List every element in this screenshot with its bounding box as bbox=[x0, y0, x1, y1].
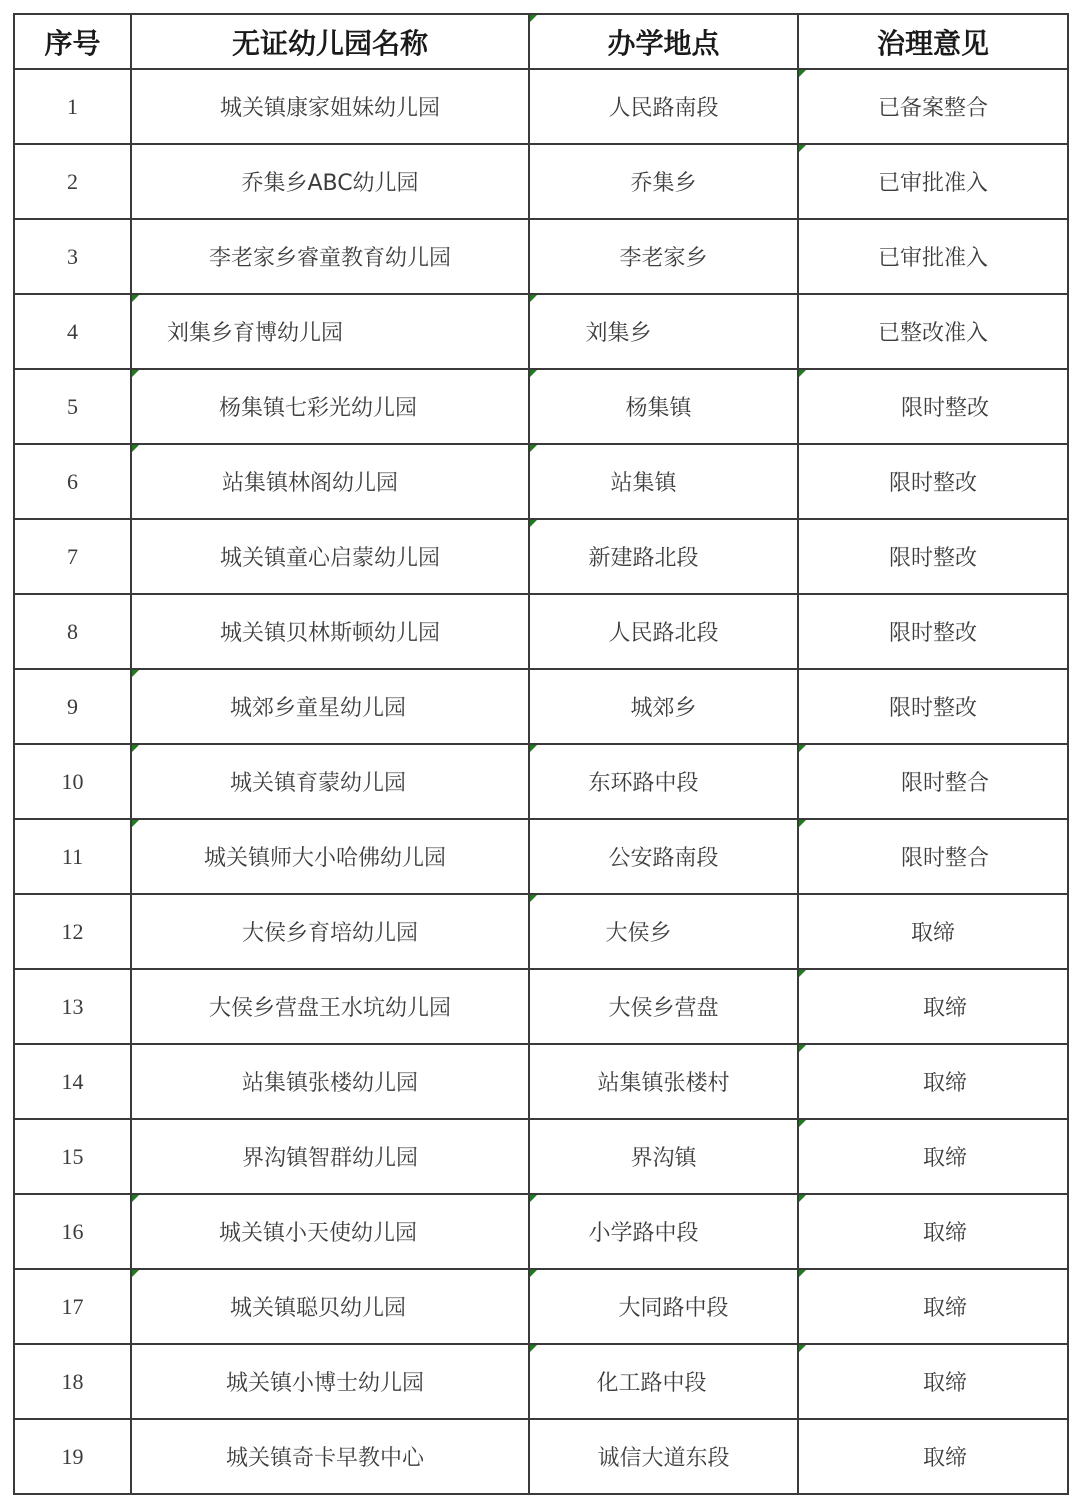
cell-marker-icon bbox=[132, 745, 139, 752]
location-text: 诚信大道东段 bbox=[597, 1446, 730, 1471]
location-text: 站集镇张楼村 bbox=[597, 1071, 730, 1096]
location-cell bbox=[529, 1194, 798, 1269]
opinion-cell bbox=[798, 1269, 1068, 1344]
opinion-text: 限时整合 bbox=[900, 846, 989, 871]
location-text: 城郊乡 bbox=[630, 696, 697, 721]
opinion-text: 取缔 bbox=[922, 1146, 967, 1171]
location-cell bbox=[529, 219, 798, 294]
cell-marker-icon bbox=[799, 745, 806, 752]
opinion-cell bbox=[798, 894, 1068, 969]
table-row bbox=[14, 294, 1068, 369]
cell-marker-icon bbox=[530, 1345, 537, 1352]
table-row bbox=[14, 369, 1068, 444]
opinion-text: 限时整改 bbox=[888, 621, 977, 646]
name-text: 站集镇张楼幼儿园 bbox=[241, 1071, 418, 1096]
name-text: 城关镇康家姐妹幼儿园 bbox=[219, 96, 440, 121]
location-cell bbox=[529, 744, 798, 819]
location-text: 刘集乡 bbox=[585, 321, 652, 346]
name-text: 大侯乡育培幼儿园 bbox=[241, 921, 418, 946]
cell-marker-icon bbox=[530, 15, 537, 22]
location-text: 东环路中段 bbox=[588, 771, 699, 796]
table-row bbox=[14, 1344, 1068, 1419]
name-cell bbox=[131, 669, 529, 744]
opinion-text: 限时整改 bbox=[888, 696, 977, 721]
cell-marker-icon bbox=[132, 1270, 139, 1277]
table-row bbox=[14, 1419, 1068, 1494]
opinion-cell bbox=[798, 144, 1068, 219]
name-cell bbox=[131, 1269, 529, 1344]
cell-marker-icon bbox=[530, 895, 537, 902]
header-row bbox=[14, 14, 1068, 69]
location-text: 小学路中段 bbox=[588, 1221, 699, 1246]
header-number: 序号 bbox=[14, 14, 131, 69]
opinion-cell bbox=[798, 969, 1068, 1044]
location-cell bbox=[529, 69, 798, 144]
opinion-cell bbox=[798, 1044, 1068, 1119]
name-text: 李老家乡睿童教育幼儿园 bbox=[208, 246, 451, 271]
location-cell bbox=[529, 144, 798, 219]
table-row bbox=[14, 444, 1068, 519]
location-cell bbox=[529, 519, 798, 594]
opinion-cell bbox=[798, 594, 1068, 669]
number-cell: 6 bbox=[14, 444, 131, 519]
location-cell bbox=[529, 969, 798, 1044]
location-text: 人民路北段 bbox=[608, 621, 719, 646]
number-cell: 12 bbox=[14, 894, 131, 969]
number-cell: 2 bbox=[14, 144, 131, 219]
opinion-text: 取缔 bbox=[922, 1446, 967, 1471]
table-row bbox=[14, 894, 1068, 969]
name-cell bbox=[131, 894, 529, 969]
opinion-cell bbox=[798, 219, 1068, 294]
number-cell: 4 bbox=[14, 294, 131, 369]
name-text: 大侯乡营盘王水坑幼儿园 bbox=[208, 996, 451, 1021]
number-cell: 19 bbox=[14, 1419, 131, 1494]
header-opinion: 治理意见 bbox=[798, 14, 1068, 69]
opinion-text: 限时整改 bbox=[900, 396, 989, 421]
cell-marker-icon bbox=[799, 1345, 806, 1352]
name-text: 城关镇师大小哈佛幼儿园 bbox=[203, 846, 446, 871]
number-cell: 10 bbox=[14, 744, 131, 819]
opinion-cell bbox=[798, 294, 1068, 369]
opinion-cell bbox=[798, 1344, 1068, 1419]
location-cell bbox=[529, 294, 798, 369]
opinion-cell bbox=[798, 519, 1068, 594]
number-cell: 5 bbox=[14, 369, 131, 444]
location-text: 界沟镇 bbox=[630, 1146, 697, 1171]
cell-marker-icon bbox=[132, 820, 139, 827]
opinion-text: 已审批准入 bbox=[877, 171, 988, 196]
opinion-cell bbox=[798, 1419, 1068, 1494]
table-row bbox=[14, 1119, 1068, 1194]
number-cell: 9 bbox=[14, 669, 131, 744]
cell-marker-icon bbox=[799, 370, 806, 377]
name-text: 站集镇林阁幼儿园 bbox=[221, 471, 398, 496]
name-cell bbox=[131, 369, 529, 444]
location-text: 大侯乡 bbox=[605, 921, 672, 946]
cell-marker-icon bbox=[799, 970, 806, 977]
cell-marker-icon bbox=[799, 1195, 806, 1202]
name-cell bbox=[131, 819, 529, 894]
opinion-text: 限时整合 bbox=[900, 771, 989, 796]
name-text: 乔集乡ABC幼儿园 bbox=[241, 171, 419, 196]
number-cell: 15 bbox=[14, 1119, 131, 1194]
cell-marker-icon bbox=[132, 670, 139, 677]
location-text: 新建路北段 bbox=[588, 546, 699, 571]
name-cell bbox=[131, 144, 529, 219]
number-cell: 14 bbox=[14, 1044, 131, 1119]
number-cell: 8 bbox=[14, 594, 131, 669]
name-text: 城关镇贝林斯顿幼儿园 bbox=[219, 621, 440, 646]
opinion-text: 取缔 bbox=[922, 1071, 967, 1096]
location-text: 大侯乡营盘 bbox=[608, 996, 719, 1021]
location-text: 李老家乡 bbox=[619, 246, 708, 271]
name-cell bbox=[131, 294, 529, 369]
location-text: 公安路南段 bbox=[608, 846, 719, 871]
table-row bbox=[14, 1044, 1068, 1119]
location-text: 站集镇 bbox=[610, 471, 677, 496]
header-location: 办学地点 bbox=[529, 14, 798, 69]
location-cell bbox=[529, 669, 798, 744]
number-cell: 13 bbox=[14, 969, 131, 1044]
opinion-text: 取缔 bbox=[922, 1296, 967, 1321]
name-cell bbox=[131, 744, 529, 819]
cell-marker-icon bbox=[799, 1120, 806, 1127]
location-text: 大同路中段 bbox=[618, 1296, 729, 1321]
location-cell bbox=[529, 894, 798, 969]
table-row bbox=[14, 669, 1068, 744]
opinion-text: 已整改准入 bbox=[877, 321, 988, 346]
number-cell: 7 bbox=[14, 519, 131, 594]
table-row bbox=[14, 519, 1068, 594]
cell-marker-icon bbox=[530, 520, 537, 527]
location-text: 杨集镇 bbox=[625, 396, 692, 421]
opinion-cell bbox=[798, 369, 1068, 444]
table-row bbox=[14, 744, 1068, 819]
opinion-text: 取缔 bbox=[922, 996, 967, 1021]
location-cell bbox=[529, 1269, 798, 1344]
table-row bbox=[14, 969, 1068, 1044]
name-cell bbox=[131, 969, 529, 1044]
location-cell bbox=[529, 1419, 798, 1494]
cell-marker-icon bbox=[530, 745, 537, 752]
location-cell bbox=[529, 444, 798, 519]
opinion-text: 限时整改 bbox=[888, 546, 977, 571]
name-cell bbox=[131, 444, 529, 519]
name-text: 界沟镇智群幼儿园 bbox=[241, 1146, 418, 1171]
cell-marker-icon bbox=[132, 295, 139, 302]
name-text: 城关镇小天使幼儿园 bbox=[218, 1221, 417, 1246]
cell-marker-icon bbox=[132, 445, 139, 452]
opinion-text: 限时整改 bbox=[888, 471, 977, 496]
cell-marker-icon bbox=[799, 1270, 806, 1277]
opinion-cell bbox=[798, 69, 1068, 144]
location-cell bbox=[529, 369, 798, 444]
name-text: 刘集乡育博幼儿园 bbox=[166, 321, 343, 346]
header-name: 无证幼儿园名称 bbox=[131, 14, 529, 69]
name-text: 城关镇小博士幼儿园 bbox=[225, 1371, 424, 1396]
number-cell: 1 bbox=[14, 69, 131, 144]
kindergarten-table bbox=[13, 13, 1069, 1495]
location-text: 化工路中段 bbox=[596, 1371, 707, 1396]
opinion-text: 已审批准入 bbox=[877, 246, 988, 271]
table-row bbox=[14, 219, 1068, 294]
table-row bbox=[14, 594, 1068, 669]
name-text: 城郊乡童星幼儿园 bbox=[229, 696, 406, 721]
name-cell bbox=[131, 1419, 529, 1494]
name-text: 城关镇奇卡早教中心 bbox=[225, 1446, 424, 1471]
table-row bbox=[14, 69, 1068, 144]
opinion-text: 取缔 bbox=[922, 1221, 967, 1246]
cell-marker-icon bbox=[132, 1195, 139, 1202]
number-cell: 17 bbox=[14, 1269, 131, 1344]
location-cell bbox=[529, 819, 798, 894]
name-cell bbox=[131, 519, 529, 594]
name-text: 城关镇育蒙幼儿园 bbox=[229, 771, 406, 796]
opinion-cell bbox=[798, 744, 1068, 819]
name-cell bbox=[131, 594, 529, 669]
name-cell bbox=[131, 219, 529, 294]
cell-marker-icon bbox=[132, 370, 139, 377]
opinion-text: 已备案整合 bbox=[877, 96, 988, 121]
table-row bbox=[14, 1194, 1068, 1269]
opinion-cell bbox=[798, 1119, 1068, 1194]
location-cell bbox=[529, 1044, 798, 1119]
opinion-cell bbox=[798, 444, 1068, 519]
cell-marker-icon bbox=[530, 1195, 537, 1202]
name-text: 城关镇童心启蒙幼儿园 bbox=[219, 546, 440, 571]
name-cell bbox=[131, 1044, 529, 1119]
location-cell bbox=[529, 1344, 798, 1419]
location-text: 乔集乡 bbox=[630, 171, 697, 196]
cell-marker-icon bbox=[530, 370, 537, 377]
number-cell: 16 bbox=[14, 1194, 131, 1269]
cell-marker-icon bbox=[799, 145, 806, 152]
name-text: 杨集镇七彩光幼儿园 bbox=[218, 396, 417, 421]
name-cell bbox=[131, 69, 529, 144]
opinion-text: 取缔 bbox=[910, 921, 955, 946]
name-text: 城关镇聪贝幼儿园 bbox=[229, 1296, 406, 1321]
number-cell: 18 bbox=[14, 1344, 131, 1419]
opinion-cell bbox=[798, 1194, 1068, 1269]
opinion-cell bbox=[798, 819, 1068, 894]
table-row bbox=[14, 144, 1068, 219]
opinion-cell bbox=[798, 669, 1068, 744]
table-row bbox=[14, 1269, 1068, 1344]
opinion-text: 取缔 bbox=[922, 1371, 967, 1396]
location-cell bbox=[529, 594, 798, 669]
cell-marker-icon bbox=[799, 820, 806, 827]
cell-marker-icon bbox=[530, 445, 537, 452]
name-cell bbox=[131, 1344, 529, 1419]
cell-marker-icon bbox=[799, 1045, 806, 1052]
location-cell bbox=[529, 1119, 798, 1194]
name-cell bbox=[131, 1194, 529, 1269]
cell-marker-icon bbox=[530, 1270, 537, 1277]
name-cell bbox=[131, 1119, 529, 1194]
cell-marker-icon bbox=[799, 70, 806, 77]
number-cell: 11 bbox=[14, 819, 131, 894]
table-row bbox=[14, 819, 1068, 894]
cell-marker-icon bbox=[530, 295, 537, 302]
location-text: 人民路南段 bbox=[608, 96, 719, 121]
number-cell: 3 bbox=[14, 219, 131, 294]
